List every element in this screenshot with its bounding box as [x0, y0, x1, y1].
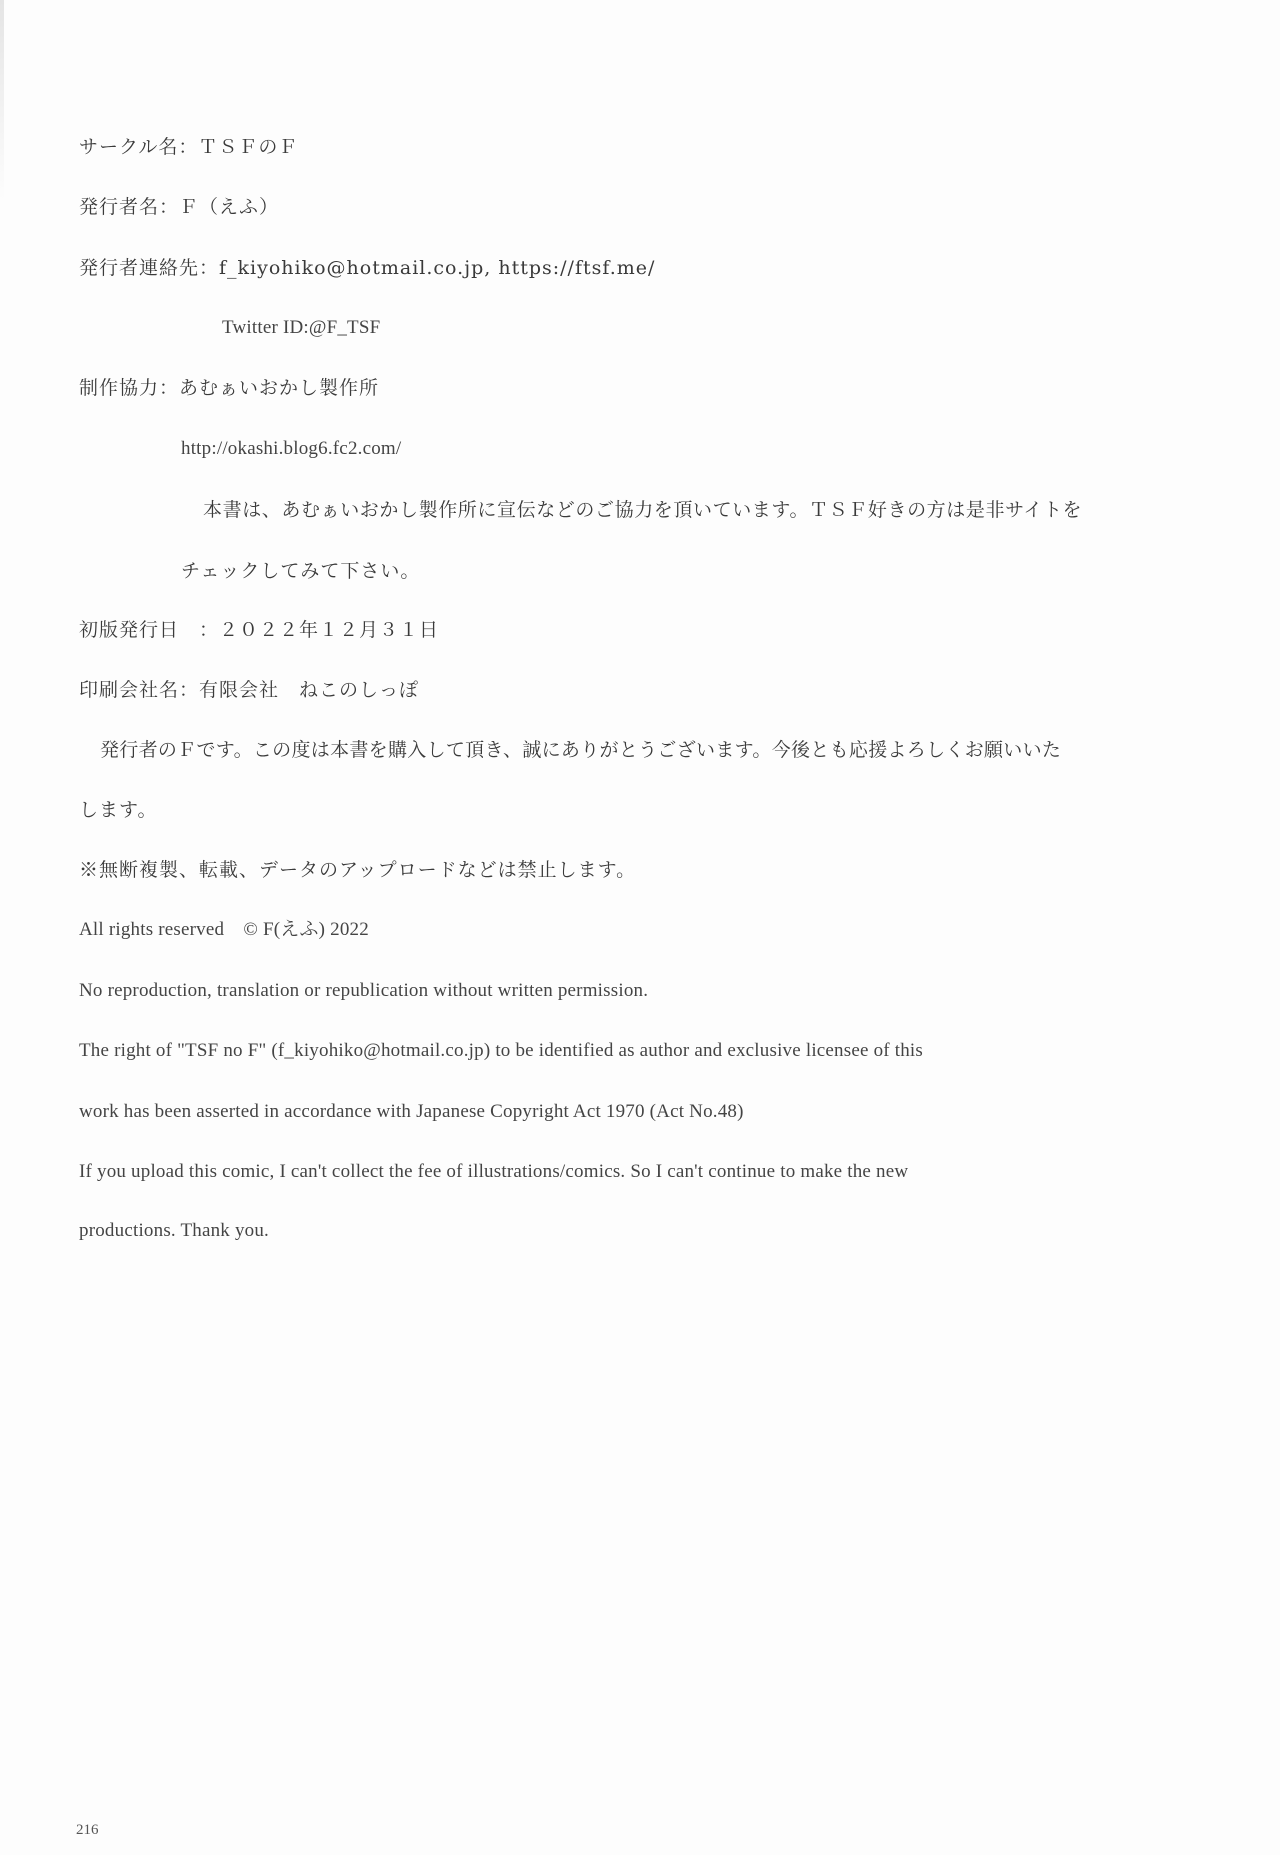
- circle-name: サークル名：ＴＳＦのＦ: [79, 136, 299, 158]
- page-number: 216: [76, 1822, 99, 1838]
- cooperation-note-line-1: 本書は、あむぁいおかし製作所に宣伝などのご協力を頂いています。ＴＳＦ好きの方は是非サイトを: [203, 499, 1083, 521]
- cooperation-url: http://okashi.blog6.fc2.com/: [181, 438, 402, 459]
- upload-request-line-1: If you upload this comic, I can't collect the fee of illustrations/comics. So I can't continue to make the new: [79, 1161, 909, 1182]
- no-reproduction-english: No reproduction, translation or republication without written permission.: [79, 980, 649, 1001]
- author-rights-line-2: work has been asserted in accordance with Japanese Copyright Act 1970 (Act No.48): [79, 1101, 744, 1122]
- printing-company: 印刷会社名：有限会社 ねこのしっぽ: [79, 679, 420, 701]
- cooperation-note-line-2: チェックしてみて下さい。: [181, 560, 421, 582]
- first-edition-date: 初版発行日 ：２０２２年１２月３１日: [79, 619, 440, 641]
- twitter-id: Twitter ID:@F_TSF: [222, 317, 381, 338]
- publisher-name: 発行者名：Ｆ（えふ）: [79, 196, 280, 218]
- no-reproduction-notice: ※無断複製、転載、データのアップロードなどは禁止します。: [79, 859, 637, 881]
- thanks-message-line-2: します。: [79, 799, 158, 821]
- all-rights-reserved: All rights reserved © F(えふ) 2022: [79, 919, 369, 940]
- thanks-message-line-1: 発行者のＦです。この度は本書を購入して頂き、誠にありがとうございます。今後とも応援よろしくお願いいた: [100, 739, 1062, 761]
- publisher-contact: 発行者連絡先：f_kiyohiko@hotmail.co.jp, https://ftsf.me/: [79, 257, 656, 279]
- author-rights-line-1: The right of "TSF no F" (f_kiyohiko@hotmail.co.jp) to be identified as author and exclusive licensee of this: [79, 1040, 923, 1061]
- page-edge-shadow: [0, 0, 4, 200]
- production-cooperation: 制作協力：あむぁいおかし製作所: [79, 377, 380, 399]
- upload-request-line-2: productions. Thank you.: [79, 1220, 270, 1241]
